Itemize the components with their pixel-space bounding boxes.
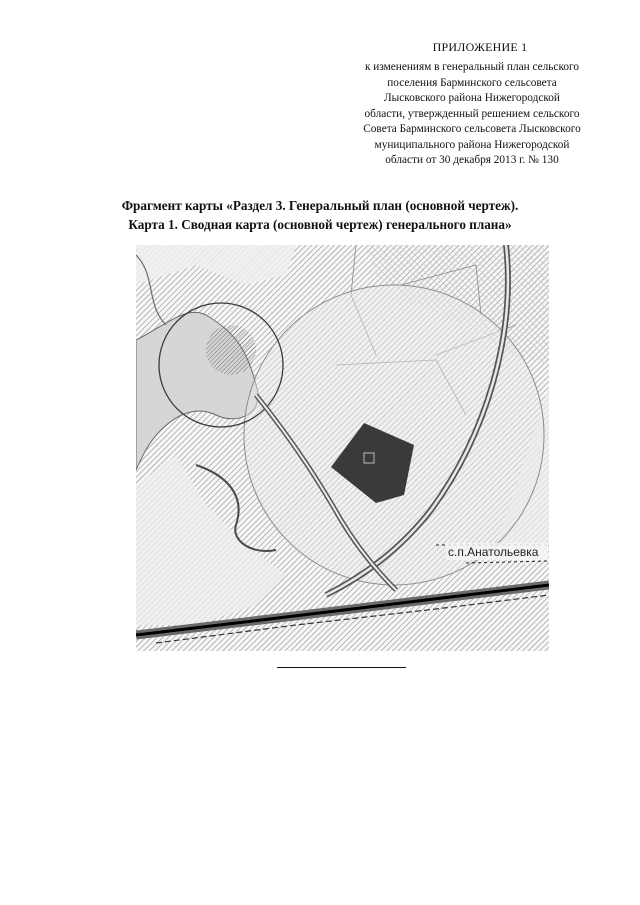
appendix-line: области от 30 декабря 2013 г. № 130 [385, 154, 559, 166]
appendix-line: Лысковского района Нижегородской [384, 92, 560, 104]
settlement-area [206, 325, 256, 375]
appendix-description [338, 60, 606, 169]
place-label: с.п.Анатольевка [448, 545, 539, 559]
document-title-line: Фрагмент карты «Раздел 3. Генеральный план (основной чертеж). [121, 198, 519, 213]
appendix-line: муниципального района Нижегородской [374, 138, 570, 151]
appendix-title: ПРИЛОЖЕНИЕ 1 [432, 40, 528, 54]
document-title-line: Карта 1. Сводная карта (основной чертеж) генерального плана» [128, 217, 512, 232]
map-image [136, 245, 549, 651]
appendix-line: области, утвержденный решением сельского [364, 107, 580, 120]
appendix-line: к изменениям в генеральный план сельского [364, 61, 580, 73]
map-fragment [136, 245, 549, 651]
document-title [40, 196, 600, 234]
divider-line [277, 667, 406, 668]
appendix-line: Совета Барминского сельсовета Лысковского [363, 123, 581, 135]
appendix-line: поселения Барминского сельсовета [387, 76, 557, 89]
